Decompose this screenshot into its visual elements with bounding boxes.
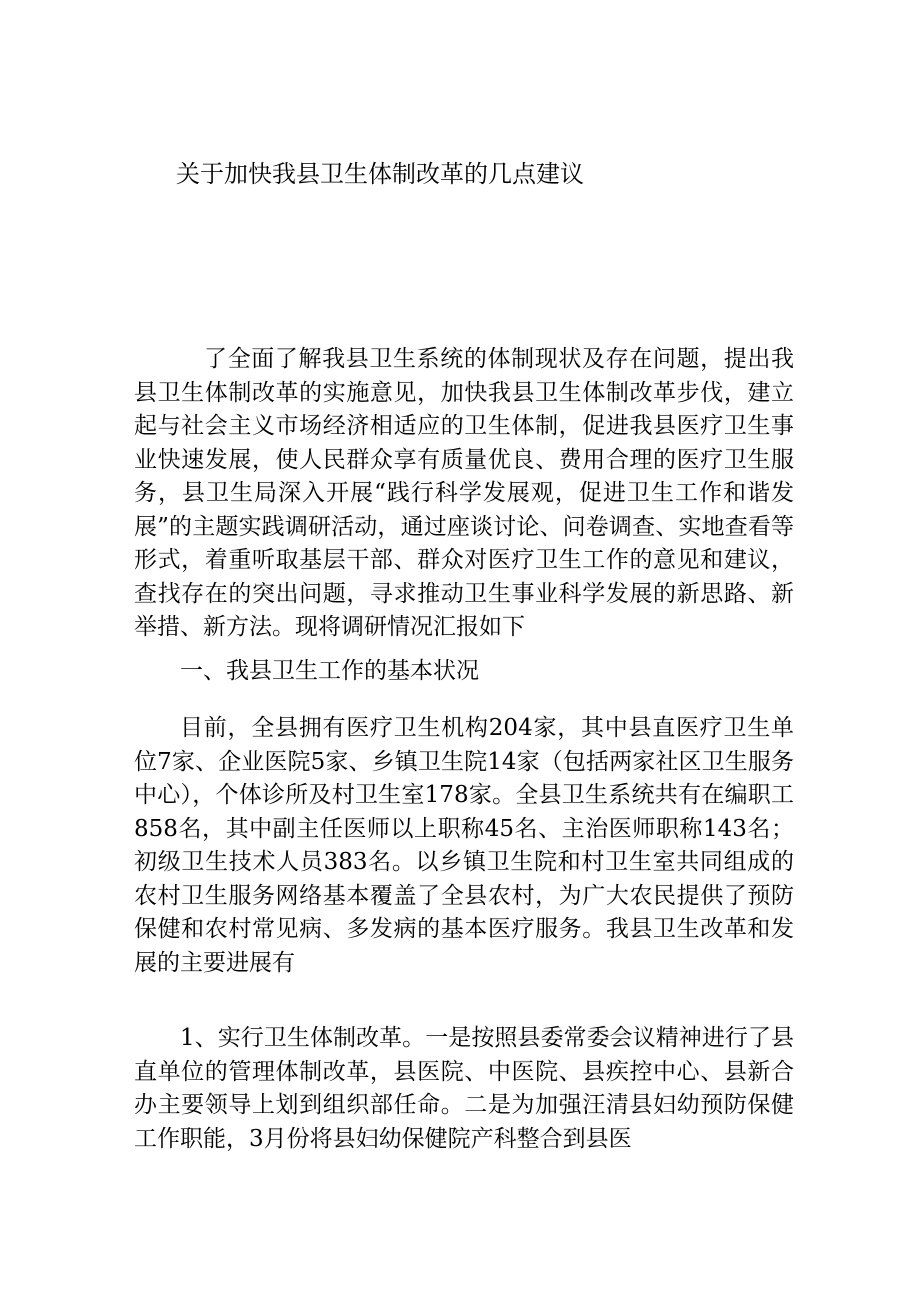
status-paragraph: 目前，全县拥有医疗卫生机构204家，其中县直医疗卫生单位7家、企业医院5家、乡镇卫生院14家（包括两家社区卫生服务中心），个体诊所及村卫生室178家。全县卫生系统共有在编职工858名，其中副主任医师以上职称45名、主治医师职称143名；初级卫生技术人员383名。以乡镇卫生院和村卫生室共同组成的农村卫生服务网络基本覆盖了全县农村，为广大农民提供了预防保健和农村常见病、多发病的基本医疗服务。我县卫生改革和发展的主要进展有 [134,715,794,976]
document-title: 关于加快我县卫生体制改革的几点建议 [176,160,584,188]
reform-paragraph: 1、实行卫生体制改革。一是按照县委常委会议精神进行了县直单位的管理体制改革，县医院、中医院、县疾控中心、县新合办主要领导上划到组织部任命。二是为加强汪清县妇幼预防保健工作职能，3月份将县妇幼保健院产科整合到县医 [134,1025,794,1152]
section-heading: 一、我县卫生工作的基本状况 [180,658,479,684]
intro-paragraph: 了全面了解我县卫生系统的体制现状及存在问题，提出我县卫生体制改革的实施意见，加快我县卫生体制改革步伐，建立起与社会主义市场经济相适应的卫生体制，促进我县医疗卫生事业快速发展，使人民群众享有质量优良、费用合理的医疗卫生服务，县卫生局深入开展“践行科学发展观，促进卫生工作和谐发展”的主题实践调研活动，通过座谈讨论、问卷调查、实地查看等形式，着重听取基层干部、群众对医疗卫生工作的意见和建议，查找存在的突出问题，寻求推动卫生事业科学发展的新思路、新举措、新方法。现将调研情况汇报如下 [134,346,794,640]
